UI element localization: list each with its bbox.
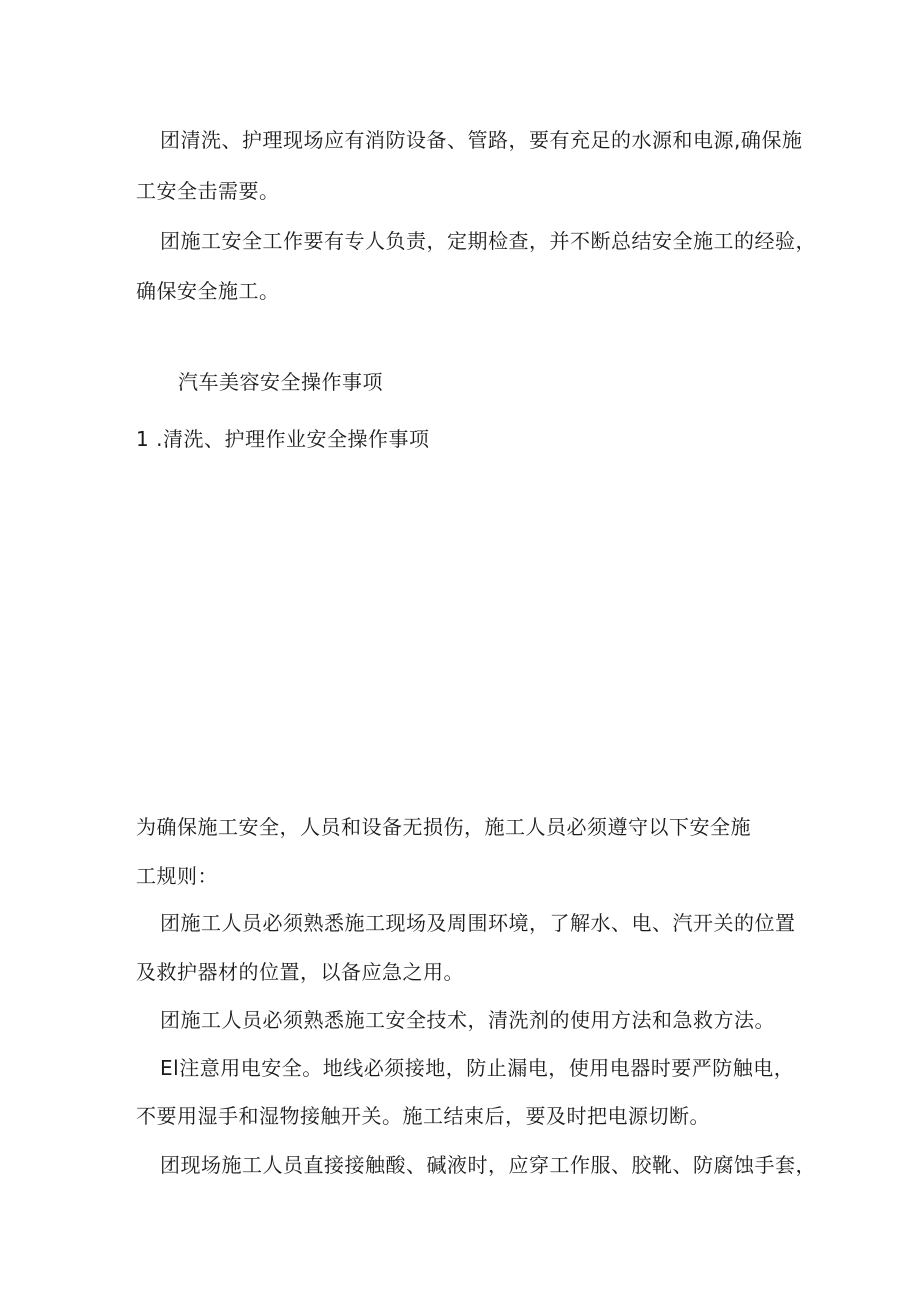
paragraph-fire-equipment-line-1: 团清洗、护理现场应有消防设备、管路，要有充足的水源和电源,确保施: [160, 128, 803, 152]
paragraph-intro-line-2: 工规则：: [136, 864, 218, 888]
rule-4-line-1: 团现场施工人员直接接触酸、碱液时，应穿工作服、胶靴、防腐蚀手套，: [160, 1153, 816, 1177]
paragraph-intro-line-1: 为确保施工安全，人员和设备无损伤，施工人员必须遵守以下安全施: [136, 815, 751, 839]
paragraph-safety-responsibility-line-1: 团施工安全工作要有专人负责，定期检查，并不断总结安全施工的经验，: [160, 229, 816, 253]
rule-1-line-1: 团施工人员必须熟悉施工现场及周围环境，了解水、电、汽开关的位置: [160, 911, 796, 935]
paragraph-fire-equipment-line-2: 工安全击需要。: [136, 179, 280, 203]
rule-3-line-2: 不要用湿手和湿物接触开关。施工结束后，要及时把电源切断。: [136, 1104, 710, 1128]
paragraph-safety-responsibility-line-2: 确保安全施工。: [136, 279, 280, 303]
section-subtitle: 1 .清洗、护理作业安全操作事项: [136, 427, 430, 451]
section-title: 汽车美容安全操作事项: [178, 370, 383, 394]
rule-3-line-1: El注意用电安全。地线必须接地，防止漏电，使用电器时要严防触电，: [160, 1056, 795, 1080]
rule-1-line-2: 及救护器材的位置，以备应急之用。: [136, 960, 464, 984]
rule-2-line-1: 团施工人员必须熟悉施工安全技术，清洗剂的使用方法和急救方法。: [160, 1008, 775, 1032]
